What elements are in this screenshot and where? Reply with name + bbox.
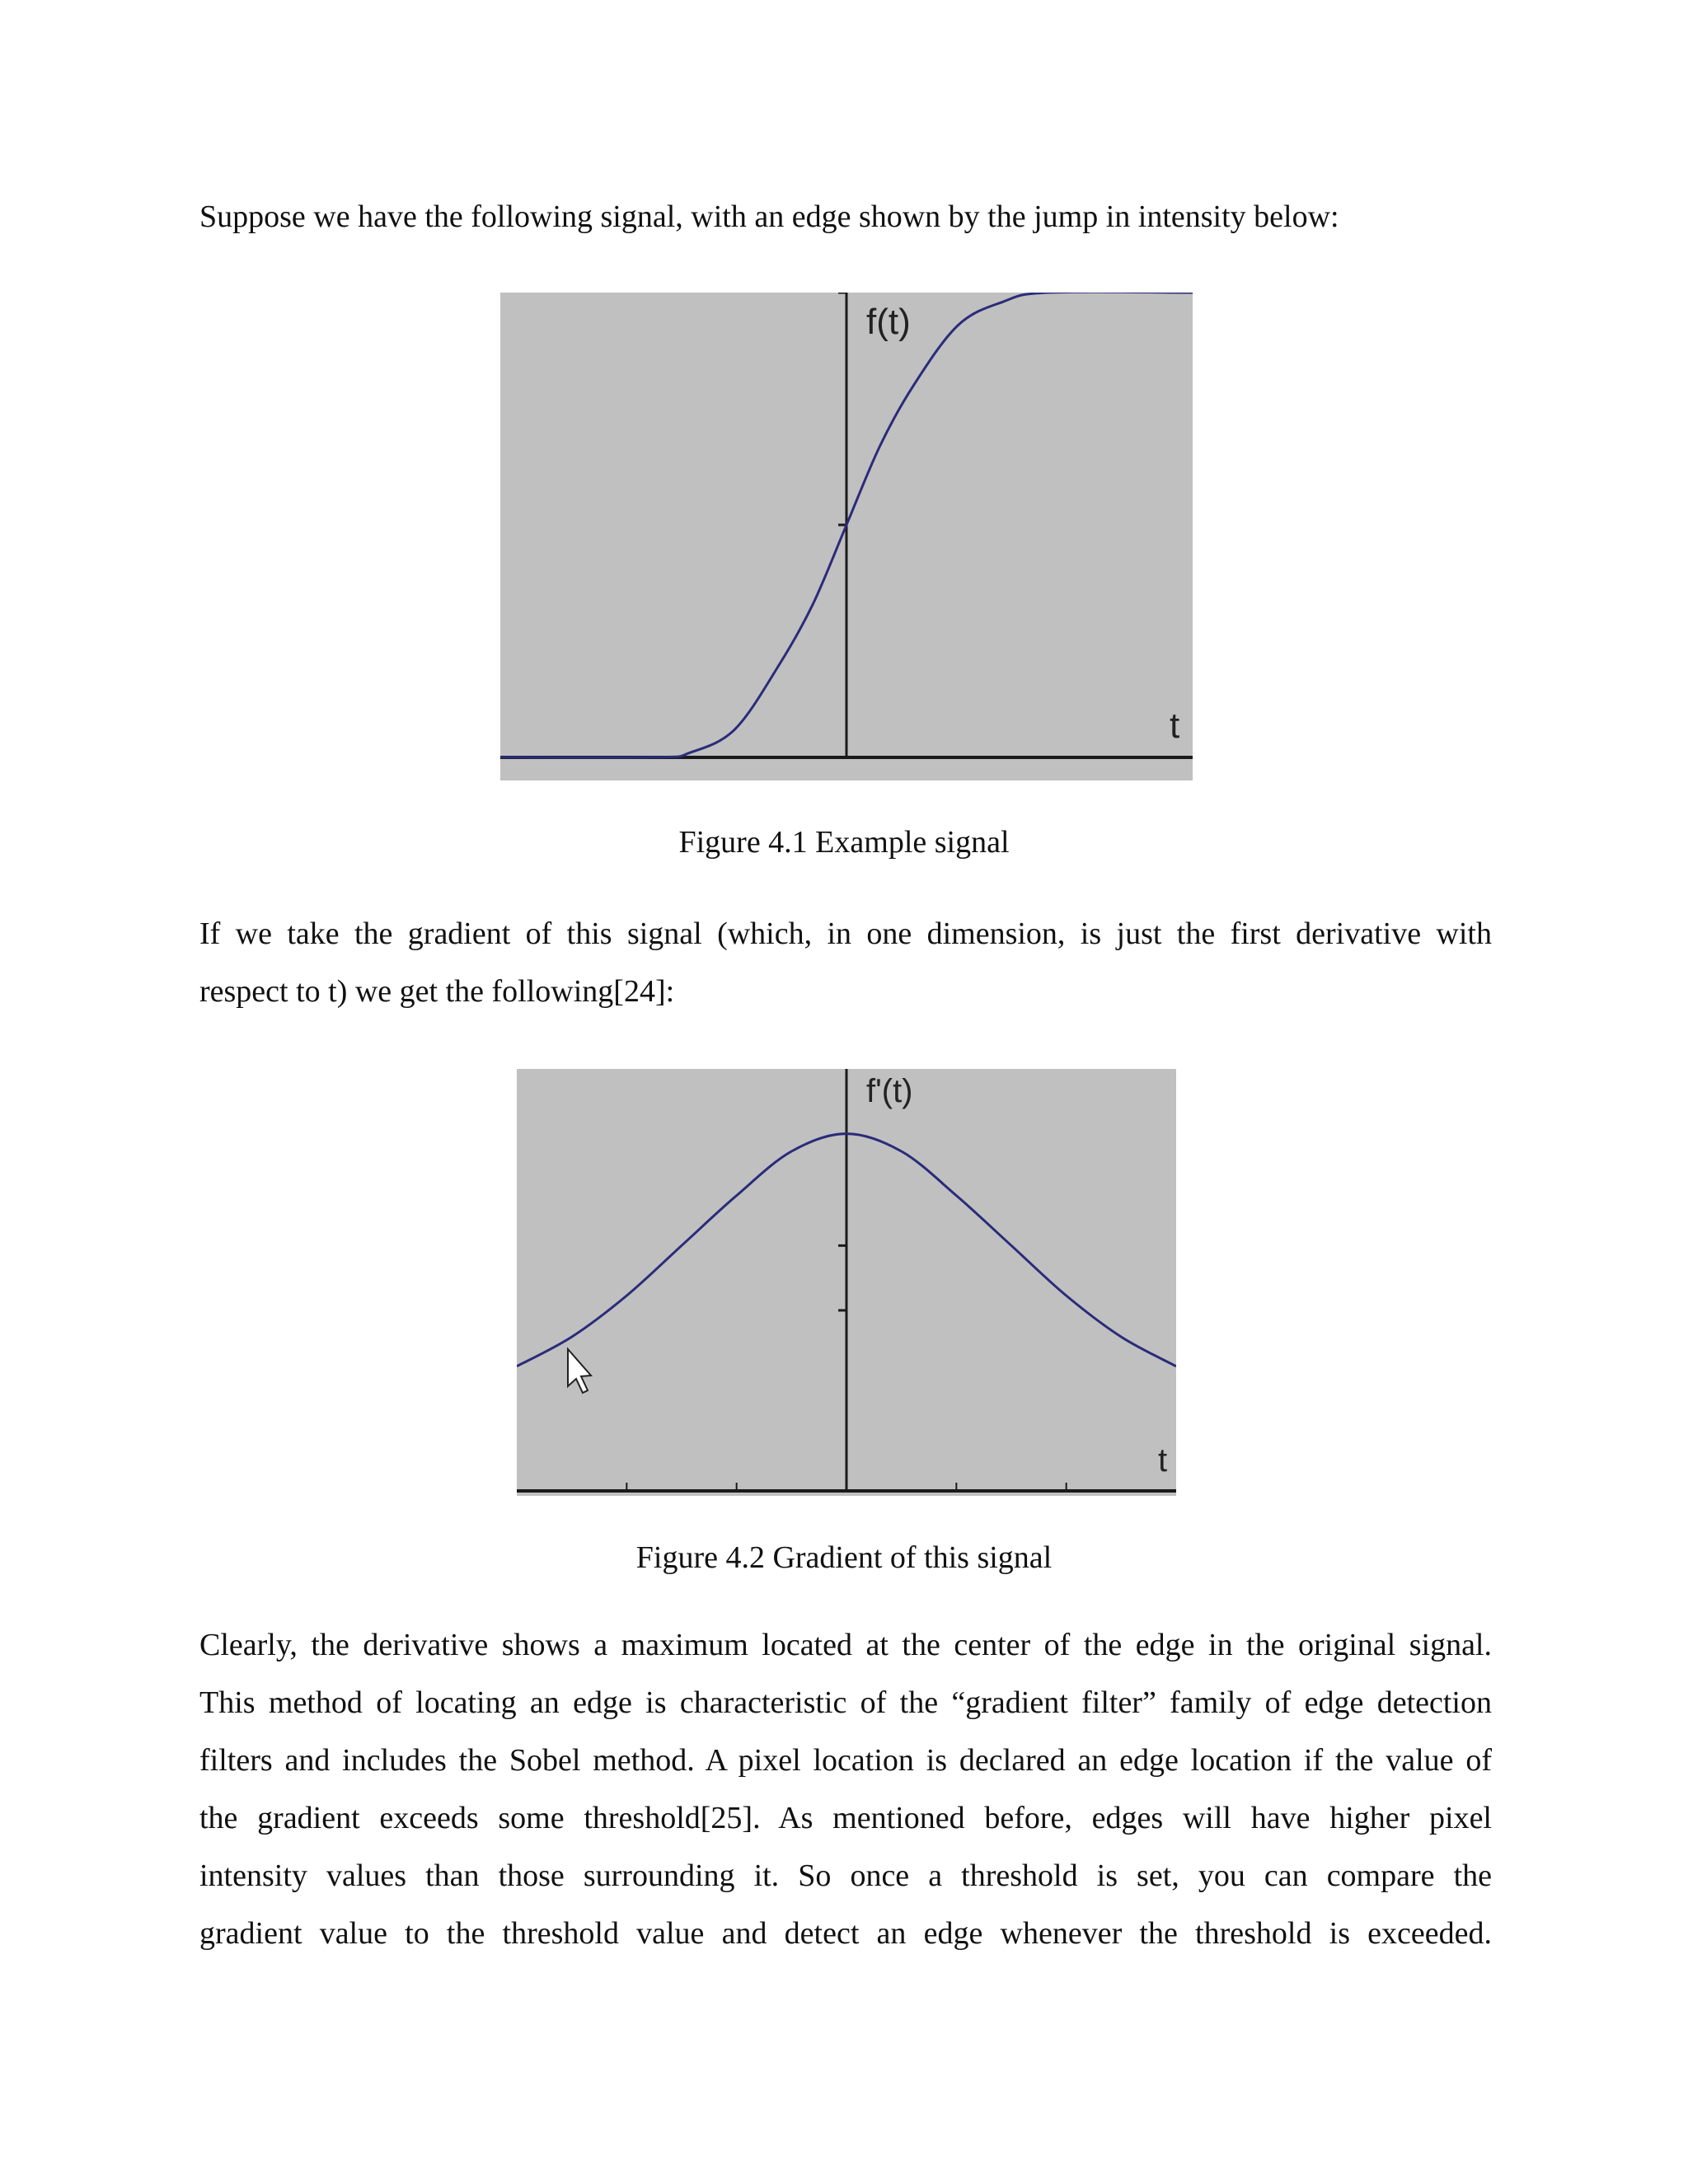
- figure-gradient-signal: [517, 1069, 1176, 1496]
- text-line: This method of locating an edge is characteristic of the “gradient filter” family of edge detection: [199, 1685, 1492, 1720]
- x-axis-label: t: [1170, 705, 1180, 746]
- text-line: If we take the gradient of this signal (which, in one dimension, is just the first derivative with: [199, 916, 1492, 951]
- paragraph-conclusion: [199, 1616, 1492, 1962]
- figure-caption: Figure 4.2 Gradient of this signal: [635, 1540, 1053, 1575]
- text-line: the gradient exceeds some threshold[25]. As mentioned before, edges will have higher pixel: [199, 1801, 1492, 1835]
- chart-example-signal: [500, 293, 1193, 780]
- text-line: Suppose we have the following signal, with an edge shown by the jump in intensity below:: [199, 199, 1339, 234]
- text-line: intensity values than those surrounding it. So once a threshold is set, you can compare the: [199, 1858, 1492, 1893]
- paragraph-intro: [199, 188, 1492, 246]
- x-axis-label: t: [1158, 1442, 1168, 1479]
- text-line: Clearly, the derivative shows a maximum located at the center of the edge in the original signal.: [199, 1628, 1492, 1662]
- text-line: filters and includes the Sobel method. A pixel location is declared an edge location if the value of: [199, 1743, 1492, 1778]
- y-axis-label: f'(t): [866, 1073, 913, 1109]
- chart-gradient-signal: [517, 1069, 1176, 1496]
- text-line: respect to t) we get the following[24]:: [199, 974, 675, 1009]
- y-axis-label: f(t): [866, 302, 911, 342]
- paragraph-gradient-intro: [199, 905, 1492, 1020]
- text-line: gradient value to the threshold value and detect an edge whenever the threshold is exceeded.: [199, 1916, 1492, 1951]
- figure-example-signal: [500, 293, 1193, 780]
- figure-caption: Figure 4.1 Example signal: [678, 825, 1010, 860]
